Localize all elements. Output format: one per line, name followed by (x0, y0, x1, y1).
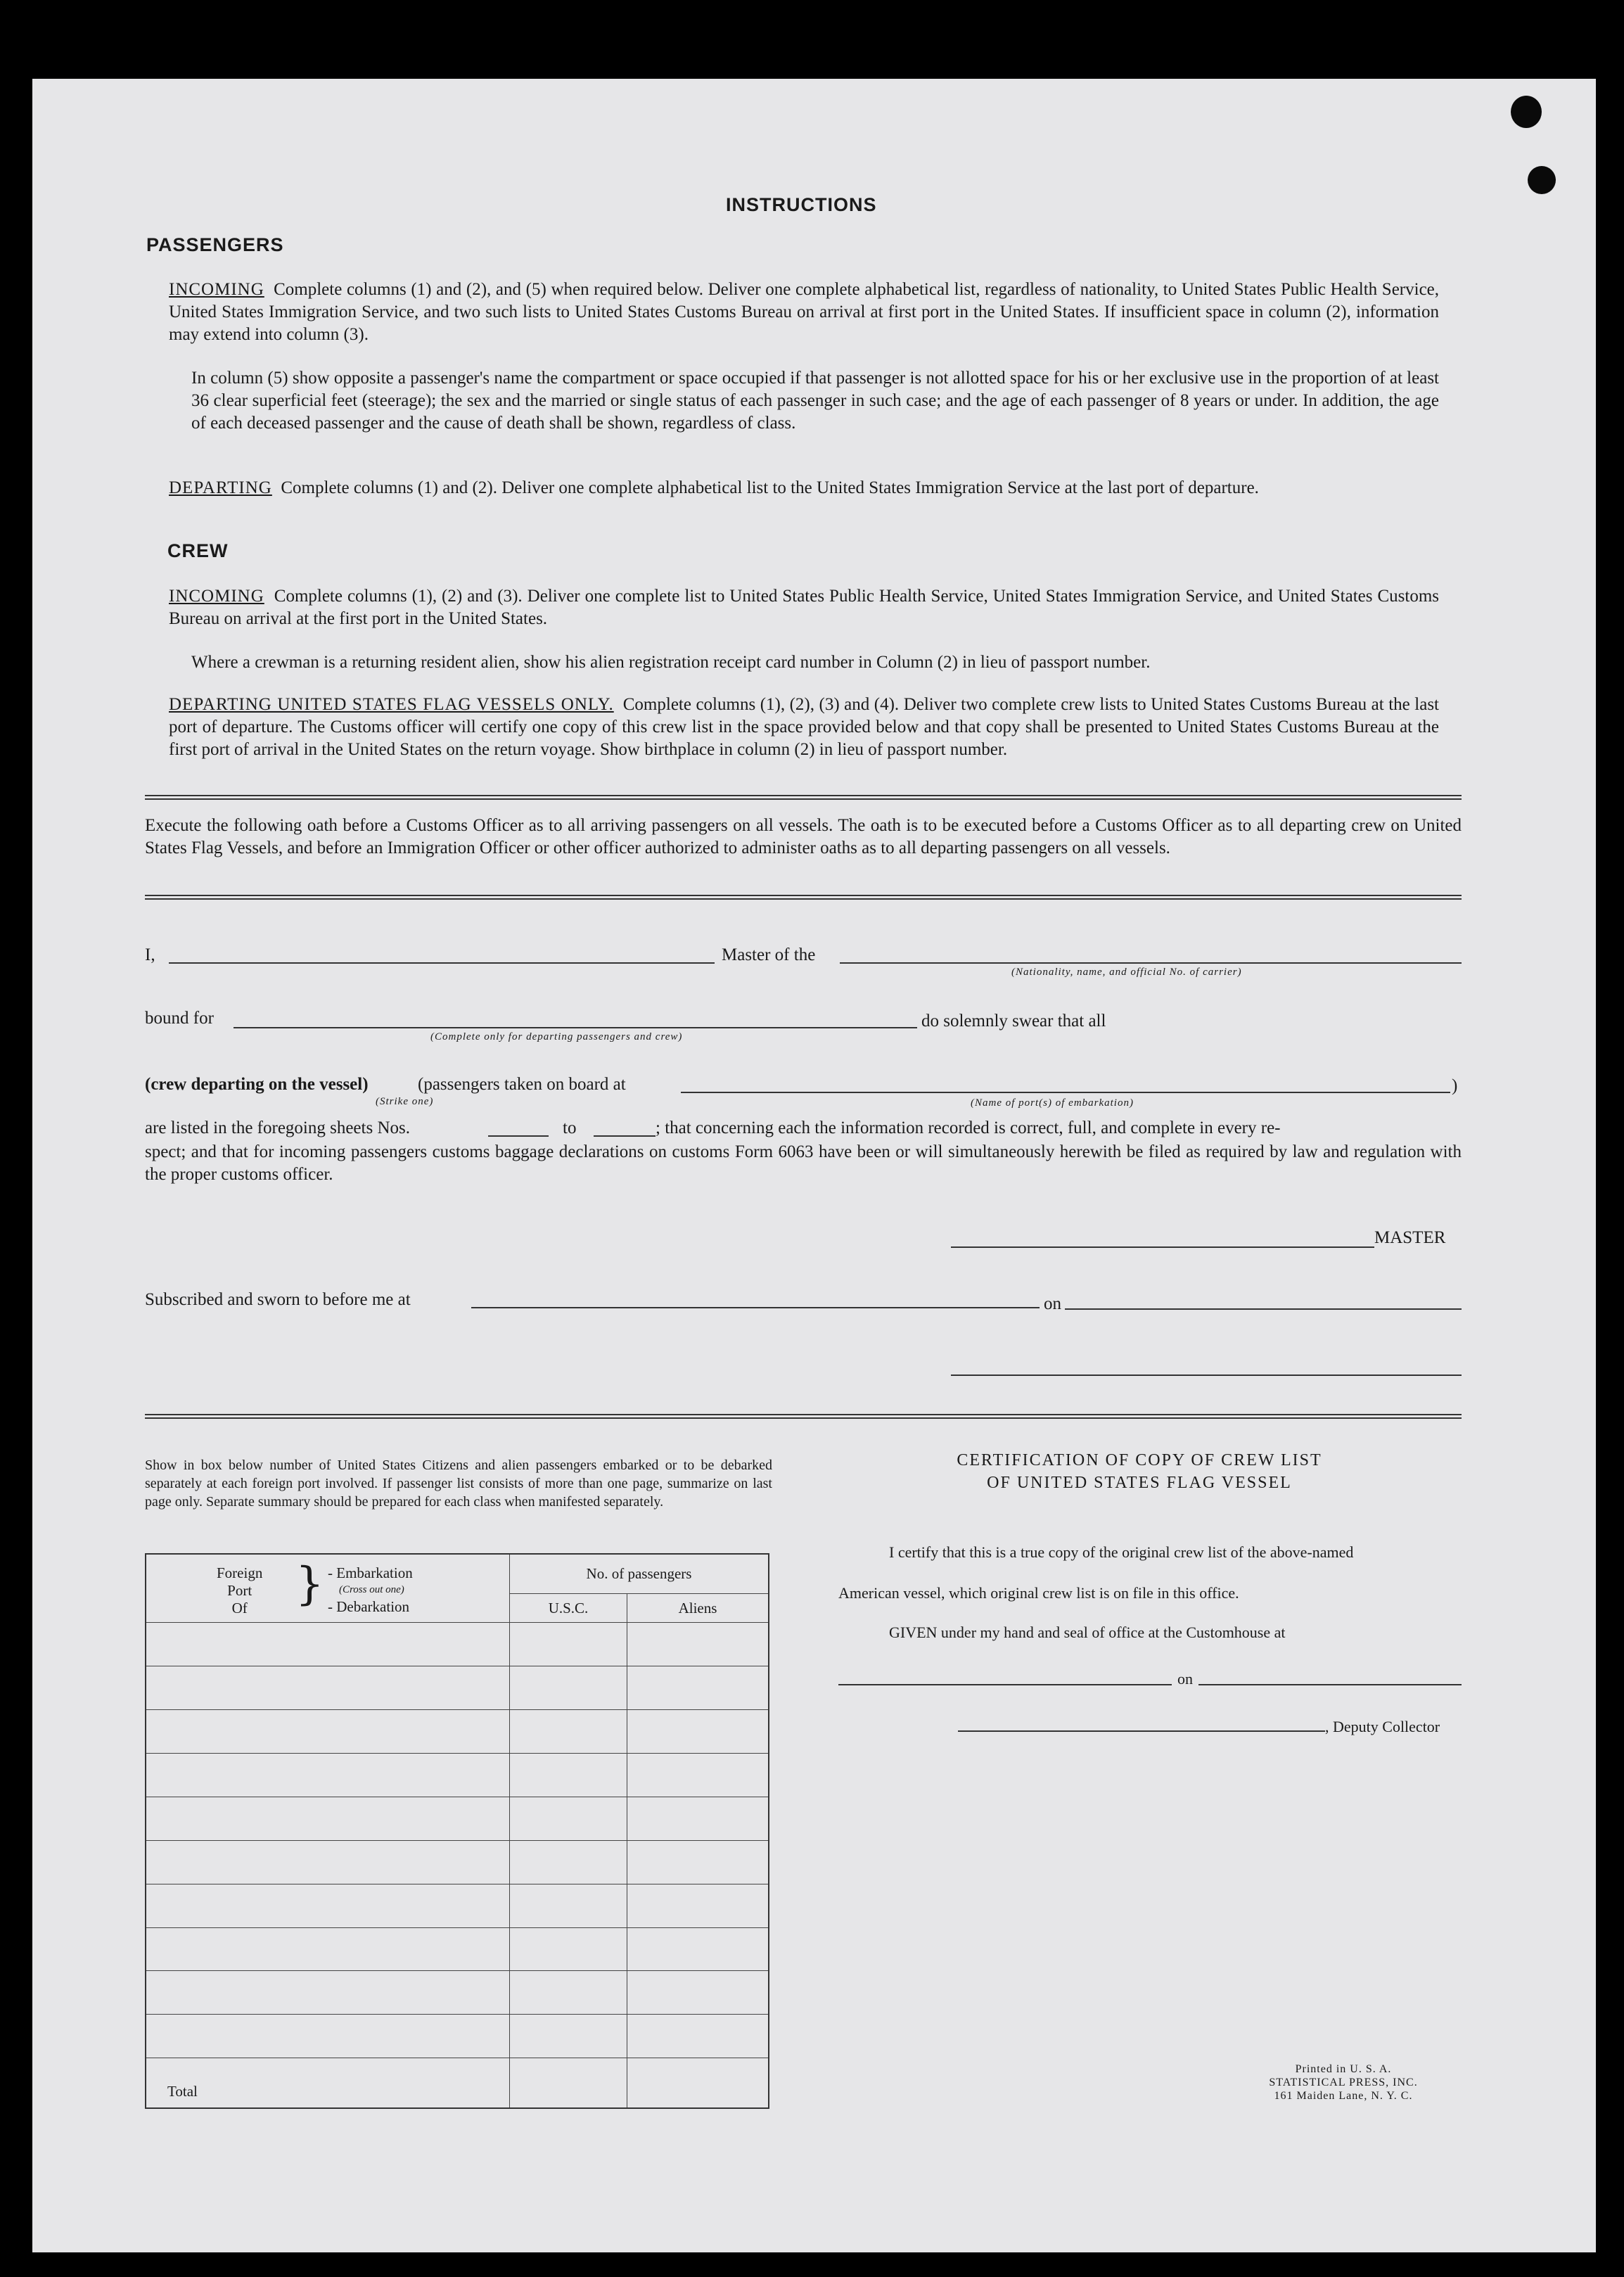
ports-caption: (Name of port(s) of embarkation) (971, 1097, 1134, 1109)
sworn-on-label: on (1044, 1294, 1061, 1313)
passengers-departing-label: DEPARTING (169, 478, 272, 497)
strike-one-caption: (Strike one) (376, 1096, 434, 1107)
table-row (146, 2015, 769, 2058)
officer-signature-field[interactable] (951, 1375, 1462, 1376)
port-passenger-table (145, 1553, 769, 2109)
aliens-cell[interactable] (627, 1797, 769, 1840)
crew-departing-paragraph (169, 694, 1439, 761)
aliens-header: Aliens (627, 1594, 769, 1623)
passengers-heading: PASSENGERS (146, 234, 284, 255)
port-cell[interactable] (146, 1666, 510, 1709)
printer-line2: STATISTICAL PRESS, INC. (1269, 2077, 1418, 2088)
crew-departing-label: DEPARTING UNITED STATES FLAG VESSELS ONLY. (169, 695, 614, 714)
bound-for-label: bound for (145, 1009, 214, 1028)
aliens-cell[interactable] (627, 1666, 769, 1709)
passengers-incoming-text: Complete columns (1) and (2), and (5) when required below. Deliver one complete alphabetical list, regardless of nationality, to United States Public Health Service, United States Immigration Service, and two such lists to United States Customs Bureau on arrival at first port in the United States. If insufficient space in column (2), information may extend into column (3). (169, 280, 1440, 344)
usc-cell[interactable] (510, 1753, 627, 1797)
table-row (146, 1709, 769, 1753)
customhouse-field[interactable] (838, 1684, 1172, 1685)
sworn-date-field[interactable] (1065, 1308, 1462, 1310)
sworn-place-field[interactable] (471, 1307, 1040, 1308)
oath-body: spect; and that for incoming passengers customs baggage declarations on customs Form 6063 have been or will simultaneously herewith be filed as required by law and regulation with the proper customs officer. (145, 1142, 1462, 1184)
certify-text: I certify that this is a true copy of the original crew list of the above-named (889, 1543, 1354, 1561)
oath-i-label: I, (145, 945, 155, 964)
punch-hole (1528, 166, 1556, 194)
given-text: GIVEN under my hand and seal of office at the Customhouse at (889, 1624, 1286, 1641)
table-row (146, 1797, 769, 1840)
printer-line3: 161 Maiden Lane, N. Y. C. (1274, 2090, 1413, 2102)
embarkation-port-field[interactable] (681, 1092, 1450, 1093)
usc-cell[interactable] (510, 1971, 627, 2015)
section-divider (145, 795, 1462, 800)
certification-title-line2: OF UNITED STATES FLAG VESSEL (987, 1474, 1292, 1492)
total-aliens-cell[interactable] (627, 2058, 769, 2108)
printer-line1: Printed in U. S. A. (1295, 2063, 1392, 2075)
crew-incoming-paragraph (169, 585, 1439, 630)
sheets-rest: ; that concerning each the information recorded is correct, full, and complete in every re- (656, 1118, 1281, 1137)
printer-imprint (1238, 2062, 1449, 2103)
master-of-the-label: Master of the (722, 945, 816, 964)
port-cell[interactable] (146, 1753, 510, 1797)
foreign-port-of-label (217, 1564, 262, 1617)
table-row (146, 1971, 769, 2015)
port-cell[interactable] (146, 1797, 510, 1840)
foreign-label: Foreign (217, 1564, 263, 1581)
cross-out-caption: (Cross out one) (339, 1584, 404, 1595)
usc-cell[interactable] (510, 1797, 627, 1840)
master-name-field[interactable] (169, 962, 715, 964)
carrier-field[interactable] (840, 962, 1462, 964)
cert-on-label: on (1177, 1670, 1193, 1688)
crew-incoming-label: INCOMING (169, 587, 264, 606)
total-label: Total (146, 2058, 510, 2108)
table-row (146, 1884, 769, 1927)
aliens-cell[interactable] (627, 1753, 769, 1797)
aliens-cell[interactable] (627, 2015, 769, 2058)
section-divider (145, 895, 1462, 900)
table-row (146, 1840, 769, 1884)
table-row (146, 1927, 769, 1971)
aliens-cell[interactable] (627, 1709, 769, 1753)
sheet-from-field[interactable] (488, 1135, 549, 1137)
port-cell[interactable] (146, 2015, 510, 2058)
sheet-to-field[interactable] (594, 1135, 656, 1137)
table-row (146, 1666, 769, 1709)
master-signature-field[interactable] (951, 1246, 1374, 1248)
port-cell[interactable] (146, 1884, 510, 1927)
usc-cell[interactable] (510, 1840, 627, 1884)
aliens-cell[interactable] (627, 1971, 769, 2015)
no-of-passengers-header: No. of passengers (510, 1554, 769, 1594)
usc-cell[interactable] (510, 1709, 627, 1753)
of-label: Of (231, 1600, 248, 1616)
port-cell[interactable] (146, 1927, 510, 1971)
passengers-taken-option[interactable]: (passengers taken on board at (418, 1075, 626, 1094)
aliens-cell[interactable] (627, 1622, 769, 1666)
certification-title (837, 1449, 1442, 1494)
passengers-incoming-label: INCOMING (169, 280, 264, 299)
swear-label: do solemnly swear that all (921, 1012, 1106, 1031)
aliens-cell[interactable] (627, 1840, 769, 1884)
crew-departing-text: Complete columns (1), (2), (3) and (4). Deliver two complete crew lists to United States Customs Bureau at the last port of departure. The Customs officer will certify one copy of this crew list in the space provided below and that copy shall be presented to United States Customs Bureau at the first port of arrival in the United States on the return voyage. Show birthplace in column (2) in lieu of passport number. (169, 695, 1439, 759)
usc-header: U.S.C. (510, 1594, 627, 1623)
crew-incoming-text: Complete columns (1), (2) and (3). Deliver one complete list to United States Public Health Service, United States Immigration Service, and United States Customs Bureau on arrival at the first port in the United States. (169, 587, 1440, 628)
punch-hole (1511, 96, 1542, 128)
debarkation-option[interactable]: - Debarkation (328, 1598, 410, 1615)
port-cell[interactable] (146, 1971, 510, 2015)
deputy-signature-field[interactable] (958, 1730, 1325, 1732)
bound-caption: (Complete only for departing passengers and crew) (430, 1031, 683, 1042)
vessel-text: American vessel, which original crew list is on file in this office. (838, 1584, 1239, 1602)
cert-date-field[interactable] (1198, 1684, 1462, 1685)
passengers-column5-paragraph: In column (5) show opposite a passenger's name the compartment or space occupied if that passenger is not allotted space for his or her exclusive use in the proportion of at least 36 clear superficial feet (steerage); the sex and the married or single status of each passenger in such case; and the age of each passenger of 8 years or under. In addition, the age of each deceased passenger and the cause of death shall be shown, regardless of class. (191, 369, 1439, 433)
port-header-cell (146, 1554, 510, 1622)
table-row (146, 1753, 769, 1797)
passengers-departing-paragraph (169, 477, 1439, 499)
usc-cell[interactable] (510, 1622, 627, 1666)
bound-for-field[interactable] (234, 1027, 917, 1028)
section-divider (145, 1414, 1462, 1419)
deputy-collector-label: , Deputy Collector (1325, 1718, 1440, 1735)
oath-instruction: Execute the following oath before a Customs Officer as to all arriving passengers on all vessels. The oath is to be executed before a Customs Officer as to all departing crew on United States Flag Vessels, and before an Immigration Officer or other officer authorized to administer oaths as to all departing passengers on all vessels. (145, 816, 1462, 857)
port-cell[interactable] (146, 1840, 510, 1884)
subscribed-label: Subscribed and sworn to before me at (145, 1290, 411, 1309)
master-signature-label: MASTER (1374, 1228, 1446, 1247)
instructions-title: INSTRUCTIONS (726, 194, 877, 215)
certification-title-line1: CERTIFICATION OF COPY OF CREW LIST (957, 1451, 1322, 1469)
aliens-cell[interactable] (627, 1884, 769, 1927)
brace-icon: } (295, 1558, 324, 1610)
usc-cell[interactable] (510, 1666, 627, 1709)
port-label: Port (227, 1582, 252, 1599)
box-instruction: Show in box below number of United States Citizens and alien passengers embarked or to be debarked separately at each foreign port involved. If passenger list consists of more than one page, summarize on last page only. Separate summary should be prepared for each class when manifested separately. (145, 1458, 772, 1510)
aliens-cell[interactable] (627, 1927, 769, 1971)
close-paren: ) (1452, 1076, 1458, 1095)
embarkation-option[interactable]: - Embarkation (328, 1564, 413, 1581)
port-cell[interactable] (146, 1622, 510, 1666)
total-usc-cell[interactable] (510, 2058, 627, 2108)
port-cell[interactable] (146, 1709, 510, 1753)
usc-cell[interactable] (510, 1927, 627, 1971)
sheets-label: are listed in the foregoing sheets Nos. (145, 1118, 410, 1137)
passengers-incoming-paragraph (169, 279, 1439, 346)
crew-returning-paragraph: Where a crewman is a returning resident alien, show his alien registration receipt card number in Column (2) in lieu of passport number. (191, 653, 1151, 672)
embark-labels (328, 1564, 413, 1615)
crew-departing-option[interactable]: (crew departing on the vessel) (145, 1075, 369, 1094)
usc-cell[interactable] (510, 2015, 627, 2058)
passengers-departing-text: Complete columns (1) and (2). Deliver one complete alphabetical list to the United States Immigration Service at the last port of departure. (281, 478, 1259, 497)
crew-heading: CREW (167, 540, 229, 561)
to-label: to (563, 1118, 577, 1137)
table-row (146, 1622, 769, 1666)
carrier-caption: (Nationality, name, and official No. of carrier) (1011, 967, 1242, 978)
usc-cell[interactable] (510, 1884, 627, 1927)
